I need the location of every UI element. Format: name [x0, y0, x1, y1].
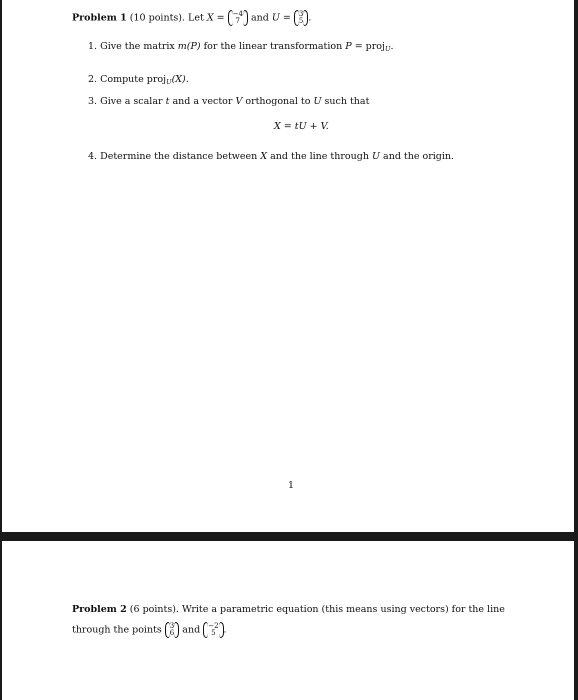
equation-x-tu-v: X = tU + V. — [274, 121, 329, 132]
item-1: 1. Give the matrix m(P) for the linear transformation P = proj$_U$. — [88, 41, 394, 53]
page-separator — [0, 532, 578, 541]
point-2-vector: −2 5 — [203, 623, 223, 637]
problem-2-line-1: Problem 2 (6 points). Write a parametric equation (this means using vectors) for the line — [72, 604, 505, 615]
item-4: 4. Determine the distance between X and the line through U and the origin. — [88, 151, 455, 162]
page-2 — [2, 541, 574, 700]
item-2: 2. Compute proj$_U$(X). — [88, 74, 189, 86]
page-number: 1 — [288, 480, 295, 491]
point-1-vector: 3 6 — [165, 623, 179, 637]
item-3: 3. Give a scalar t and a vector V orthogonal to U such that — [88, 96, 370, 107]
vector-x: −4 7 — [228, 11, 248, 25]
vector-u: 3 5 — [294, 11, 308, 25]
problem-1-header: Problem 1 (10 points). Let X = −4 7 and U = 3 5 . — [72, 10, 312, 25]
page-1 — [2, 0, 574, 532]
problem-2-line-2: through the points 3 6 and −2 5 . — [72, 622, 227, 637]
